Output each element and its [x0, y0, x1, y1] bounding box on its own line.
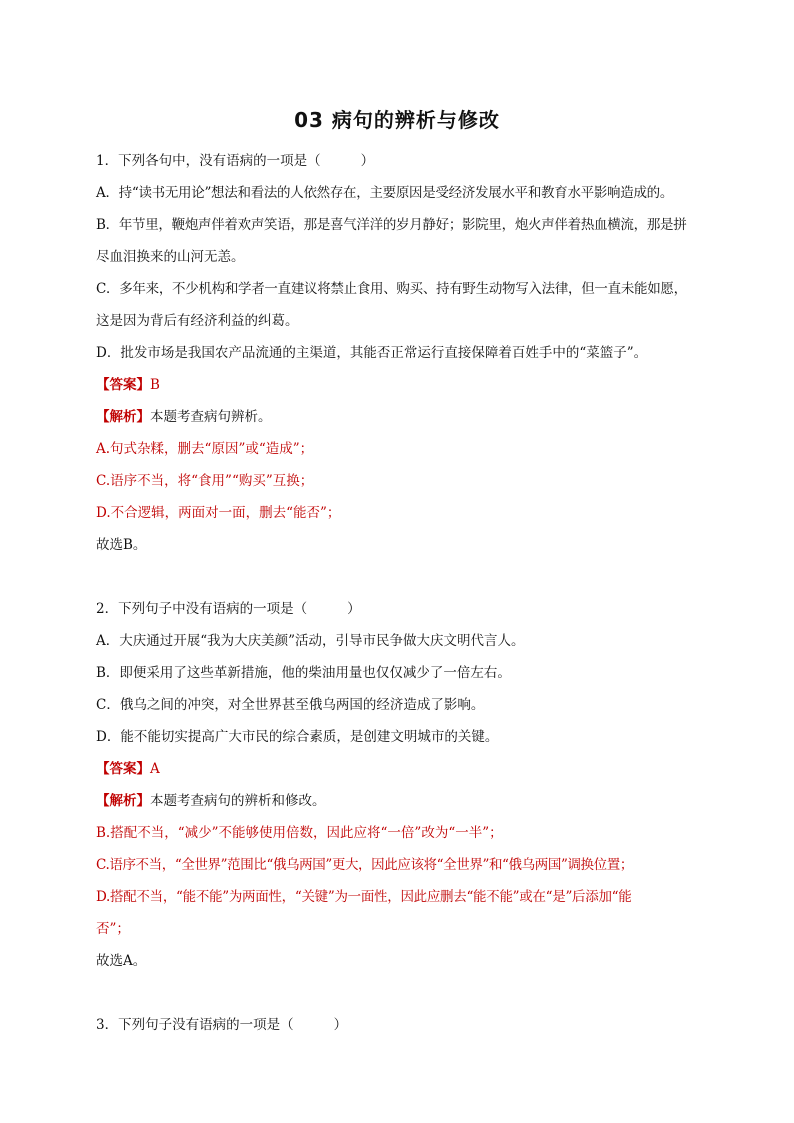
- question-1-option-c-line2: 这是因为背后有经济利益的纠葛。: [96, 313, 299, 329]
- answer-tag: 【答案】: [96, 377, 150, 393]
- question-1-option-d: D．批发市场是我国农产品流通的主渠道，其能否正常运行直接保障着百姓手中的“菜篮子”。: [96, 345, 648, 361]
- question-2-analysis: [96, 785, 724, 817]
- question-1-explanation-d: D.不合逻辑，两面对一面，删去“能否”；: [96, 505, 341, 521]
- question-1-option-b-line2: 尽血泪换来的山河无恙。: [96, 249, 245, 265]
- answer-tag: 【答案】: [96, 761, 150, 777]
- question-1-stem-end: ）: [360, 153, 375, 169]
- question-1-option-a: A．持“读书无用论”想法和看法的人依然存在，主要原因是受经济发展水平和教育水平影响造成的。: [96, 185, 674, 201]
- question-2-answer: [96, 753, 724, 785]
- answer-value: A: [150, 761, 160, 777]
- question-1-stem: [96, 145, 724, 177]
- analysis-text: 本题考查病句辨析。: [150, 409, 272, 425]
- analysis-tag: 【解析】: [96, 793, 150, 809]
- question-2-explanation-d-line1: D.搭配不当，“能不能”为两面性，“关键”为一面性，因此应删去“能不能”或在“是”后添加“能: [96, 889, 632, 905]
- question-2-option-c: C．俄乌之间的冲突，对全世界甚至俄乌两国的经济造成了影响。: [96, 697, 485, 713]
- question-2-explanation-b: B.搭配不当，“减少”不能够使用倍数，因此应将“一倍”改为“一半”；: [96, 825, 503, 841]
- question-2-option-a: A．大庆通过开展“我为大庆美颜”活动，引导市民争做大庆文明代言人。: [96, 633, 525, 649]
- question-1-choose: 故选B。: [96, 537, 147, 553]
- question-2-stem-text: 2．下列句子中没有语病的一项是（: [96, 601, 308, 617]
- question-3-stem-end: ）: [333, 1017, 348, 1033]
- question-2-stem: [96, 593, 724, 625]
- question-1-analysis: [96, 401, 724, 433]
- question-1-option-c-line1: C．多年来，不少机构和学者一直建议将禁止食用、购买、持有野生动物写入法律，但一直未能如愿，: [96, 281, 687, 297]
- question-2-stem-end: ）: [347, 601, 361, 617]
- answer-value: B: [150, 377, 160, 393]
- question-1-answer: [96, 369, 724, 401]
- question-1-explanation-c: C.语序不当，将“食用”“购买”互换；: [96, 473, 314, 489]
- section-gap: [96, 977, 724, 1009]
- question-2-choose: 故选A。: [96, 953, 147, 969]
- question-3-stem-text: 3．下列句子没有语病的一项是（: [96, 1017, 294, 1033]
- question-2-option-b: B．即便采用了这些革新措施，他的柴油用量也仅仅减少了一倍左右。: [96, 665, 511, 681]
- question-3-stem: [96, 1009, 724, 1041]
- page-title: 03 病句的辨析与修改: [294, 108, 500, 132]
- section-gap: [96, 561, 724, 593]
- question-2-explanation-c: C.语序不当，“全世界”范围比“俄乌两国”更大，因此应该将“全世界”和“俄乌两国”调换位置；: [96, 857, 633, 873]
- question-2-option-d: D．能不能切实提高广大市民的综合素质，是创建文明城市的关键。: [96, 729, 499, 745]
- question-1-explanation-a: A.句式杂糅，删去“原因”或“造成”；: [96, 441, 314, 457]
- question-1-option-b-line1: B．年节里，鞭炮声伴着欢声笑语，那是喜气洋洋的岁月静好；影院里，炮火声伴着热血横流，那是拼: [96, 217, 687, 233]
- question-1-stem-text: 1．下列各句中，没有语病的一项是（: [96, 153, 321, 169]
- question-2-explanation-d-line2: 否”；: [96, 921, 130, 937]
- document-content: [96, 145, 724, 1041]
- analysis-text: 本题考查病句的辨析和修改。: [150, 793, 326, 809]
- analysis-tag: 【解析】: [96, 409, 150, 425]
